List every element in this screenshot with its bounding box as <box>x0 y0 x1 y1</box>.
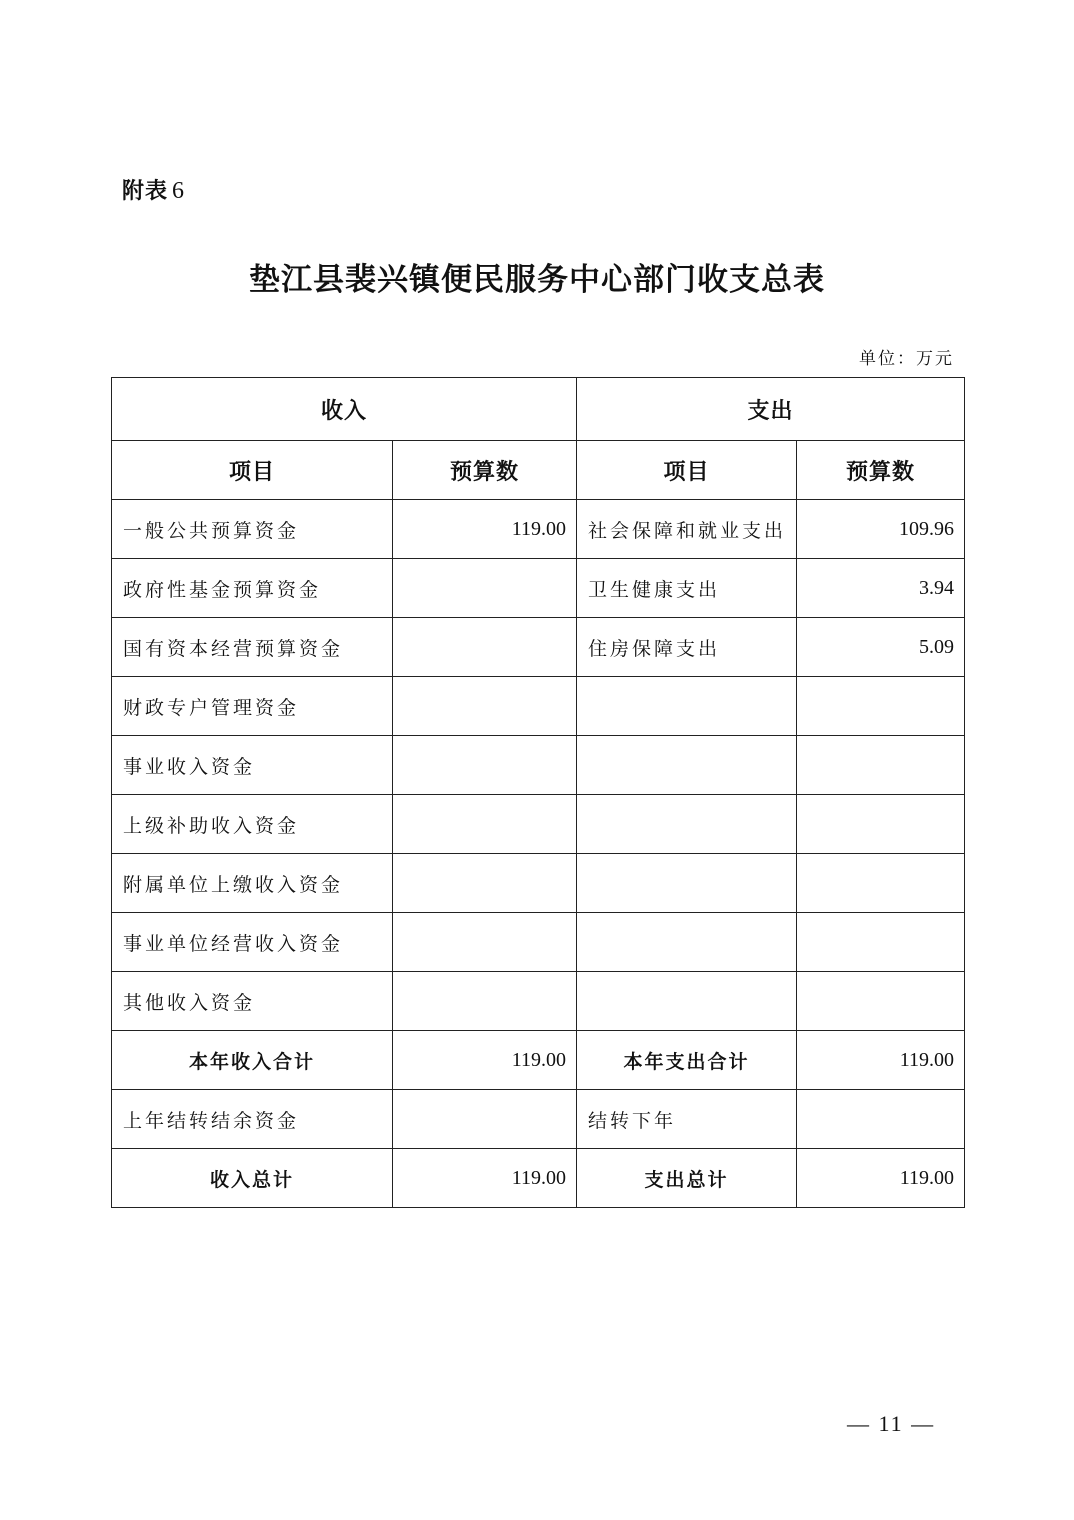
income-value <box>393 972 577 1031</box>
expense-item: 住房保障支出 <box>577 618 797 677</box>
document-title: 垫江县裴兴镇便民服务中心部门收支总表 <box>249 262 825 298</box>
expense-item <box>577 736 797 795</box>
expense-value <box>797 736 965 795</box>
income-item-header: 项目 <box>112 441 393 500</box>
grand-total-row <box>112 1149 965 1208</box>
income-item: 事业收入资金 <box>112 736 393 795</box>
income-item: 政府性基金预算资金 <box>112 559 393 618</box>
table-row <box>112 500 965 559</box>
income-value <box>393 736 577 795</box>
income-item: 其他收入资金 <box>112 972 393 1031</box>
expense-item: 社会保障和就业支出 <box>577 500 797 559</box>
expense-grand-total-value: 119.00 <box>797 1149 965 1208</box>
income-year-total-value: 119.00 <box>393 1031 577 1090</box>
expense-item <box>577 913 797 972</box>
income-value <box>393 559 577 618</box>
page-number: — 11 — <box>847 1411 936 1436</box>
expense-item-header: 项目 <box>577 441 797 500</box>
expense-year-total-label: 本年支出合计 <box>577 1031 797 1090</box>
income-budget-header: 预算数 <box>393 441 577 500</box>
column-header-row <box>112 441 965 500</box>
table-row <box>112 913 965 972</box>
expense-value: 3.94 <box>797 559 965 618</box>
table-row <box>112 677 965 736</box>
income-item: 财政专户管理资金 <box>112 677 393 736</box>
expense-carryover-value <box>797 1090 965 1149</box>
income-item: 一般公共预算资金 <box>112 500 393 559</box>
table-row <box>112 618 965 677</box>
income-item: 国有资本经营预算资金 <box>112 618 393 677</box>
income-item: 上级补助收入资金 <box>112 795 393 854</box>
income-value <box>393 795 577 854</box>
appendix-label-text: 附表 <box>122 179 169 204</box>
income-item: 事业单位经营收入资金 <box>112 913 393 972</box>
expense-value: 5.09 <box>797 618 965 677</box>
expense-section-header: 支出 <box>577 378 965 441</box>
income-carryover-value <box>393 1090 577 1149</box>
carryover-row <box>112 1090 965 1149</box>
income-value <box>393 618 577 677</box>
income-year-total-label: 本年收入合计 <box>112 1031 393 1090</box>
expense-value <box>797 677 965 736</box>
income-value <box>393 854 577 913</box>
table-row <box>112 854 965 913</box>
expense-value: 109.96 <box>797 500 965 559</box>
expense-value <box>797 854 965 913</box>
expense-item <box>577 677 797 736</box>
expense-budget-header: 预算数 <box>797 441 965 500</box>
expense-value <box>797 972 965 1031</box>
expense-item: 卫生健康支出 <box>577 559 797 618</box>
income-section-header: 收入 <box>112 378 577 441</box>
section-header-row <box>112 378 965 441</box>
expense-item <box>577 795 797 854</box>
income-value: 119.00 <box>393 500 577 559</box>
expense-carryover-label: 结转下年 <box>577 1090 797 1149</box>
expense-value <box>797 913 965 972</box>
income-value <box>393 913 577 972</box>
table-row <box>112 795 965 854</box>
budget-summary-table <box>111 377 965 1208</box>
income-carryover-label: 上年结转结余资金 <box>112 1090 393 1149</box>
unit-note: 单位：万元 <box>859 349 954 369</box>
table-row <box>112 559 965 618</box>
income-grand-total-label: 收入总计 <box>112 1149 393 1208</box>
income-value <box>393 677 577 736</box>
expense-item <box>577 972 797 1031</box>
expense-grand-total-label: 支出总计 <box>577 1149 797 1208</box>
appendix-label <box>122 174 185 205</box>
appendix-number: 6 <box>172 178 186 204</box>
table-row <box>112 736 965 795</box>
income-grand-total-value: 119.00 <box>393 1149 577 1208</box>
expense-year-total-value: 119.00 <box>797 1031 965 1090</box>
income-item: 附属单位上缴收入资金 <box>112 854 393 913</box>
table-row <box>112 972 965 1031</box>
expense-value <box>797 795 965 854</box>
year-total-row <box>112 1031 965 1090</box>
expense-item <box>577 854 797 913</box>
